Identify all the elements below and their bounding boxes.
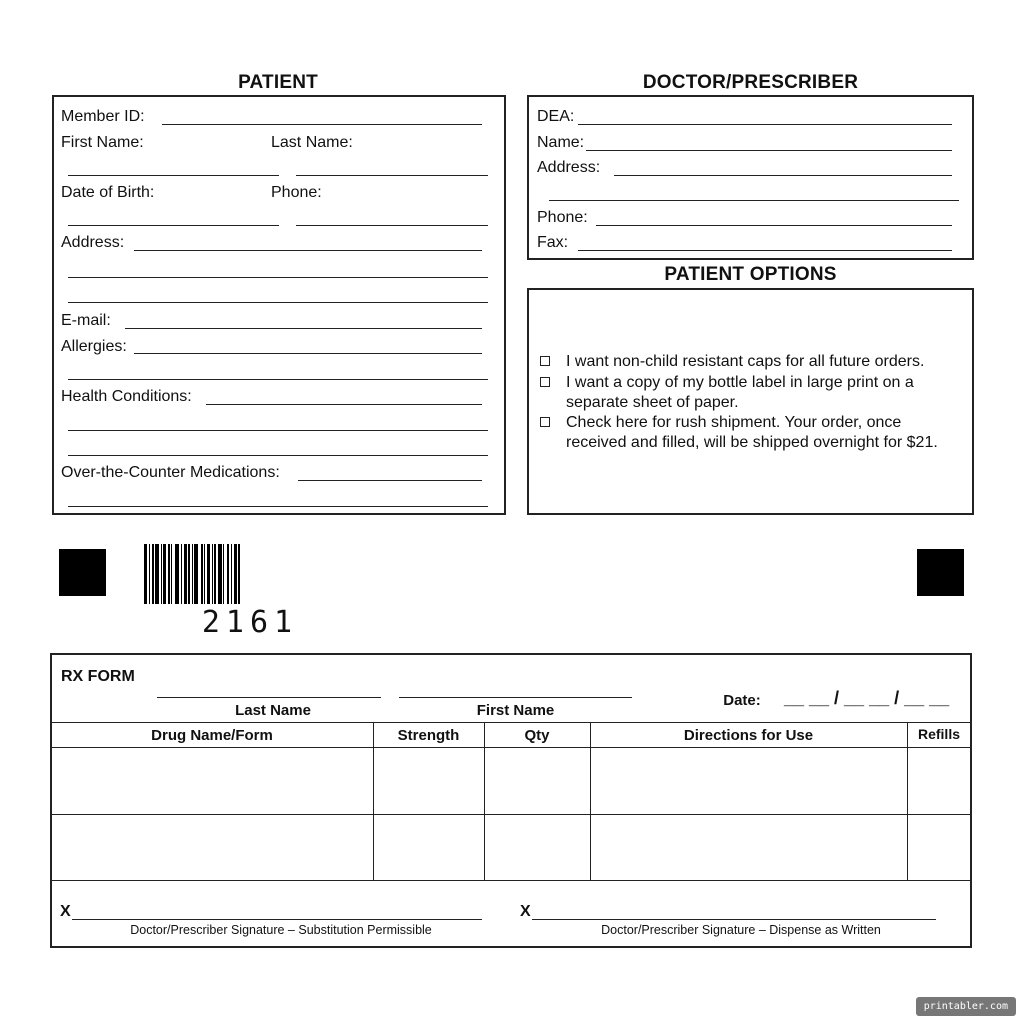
barcode-stripe	[240, 544, 241, 604]
doctor-box	[527, 95, 974, 260]
first-name-label: First Name:	[61, 134, 144, 151]
rx-last-name-field[interactable]	[157, 697, 381, 698]
non-child-caps-checkbox[interactable]	[540, 356, 550, 366]
health-conditions-label: Health Conditions:	[61, 388, 192, 405]
health-conditions-line-3[interactable]	[68, 455, 488, 456]
health-conditions-field[interactable]	[206, 404, 482, 405]
rx-first-name-label: First Name	[476, 702, 555, 719]
dea-field[interactable]	[578, 124, 952, 125]
last-name-label: Last Name:	[271, 134, 353, 151]
rx-col-divider-4	[907, 722, 908, 880]
option-rush-shipment: Check here for rush shipment. Your order, once received and filled, will be shipped overnight for $21.	[566, 414, 938, 451]
dob-label: Date of Birth:	[61, 184, 155, 201]
doctor-address-label: Address:	[537, 159, 601, 176]
member-id-field[interactable]	[162, 124, 482, 125]
otc-line-2[interactable]	[68, 506, 488, 507]
patient-heading: PATIENT	[238, 72, 318, 93]
patient-address-line-3[interactable]	[68, 302, 488, 303]
col-refills: Refills	[917, 726, 960, 742]
rx-col-divider-1	[373, 722, 374, 880]
otc-label: Over-the-Counter Medications:	[61, 464, 280, 481]
rx-col-divider-2	[484, 722, 485, 880]
registration-mark-right	[917, 549, 964, 596]
patient-box	[52, 95, 506, 515]
doctor-phone-field[interactable]	[596, 225, 952, 226]
first-name-field[interactable]	[68, 175, 279, 176]
rx-table-bottom-rule	[51, 880, 971, 881]
sig-substitution-line[interactable]	[72, 919, 482, 920]
patient-address-label: Address:	[61, 234, 125, 251]
rx-last-name-label: Last Name	[235, 702, 311, 719]
doctor-heading: DOCTOR/PRESCRIBER	[642, 72, 859, 93]
health-conditions-line-2[interactable]	[68, 430, 488, 431]
sig-sub-x: X	[60, 903, 71, 920]
registration-mark-left	[59, 549, 106, 596]
email-field[interactable]	[125, 328, 482, 329]
doctor-address-line-2[interactable]	[549, 200, 959, 201]
patient-phone-label: Phone:	[271, 184, 322, 201]
option-large-print: I want a copy of my bottle label in large print on a separate sheet of paper.	[566, 374, 914, 411]
allergies-label: Allergies:	[61, 338, 127, 355]
rush-shipment-checkbox[interactable]	[540, 417, 550, 427]
rx-header-top-rule	[51, 722, 971, 723]
doctor-phone-label: Phone:	[537, 209, 588, 226]
dob-field[interactable]	[68, 225, 279, 226]
allergies-field[interactable]	[134, 353, 482, 354]
rx-form-title: RX FORM	[61, 668, 135, 685]
member-id-label: Member ID:	[61, 108, 145, 125]
rx-first-name-field[interactable]	[399, 697, 632, 698]
patient-options-heading: PATIENT OPTIONS	[664, 264, 837, 285]
col-directions: Directions for Use	[683, 727, 814, 744]
doctor-name-field[interactable]	[586, 150, 952, 151]
last-name-field[interactable]	[296, 175, 488, 176]
fax-field[interactable]	[578, 250, 952, 251]
sig-substitution-caption: Doctor/Prescriber Signature – Substitution Permissible	[130, 923, 432, 937]
rx-date-field[interactable]: __ __ / __ __ / __ __	[784, 688, 950, 708]
doctor-address-field[interactable]	[614, 175, 952, 176]
col-drug-name: Drug Name/Form	[151, 727, 273, 744]
sig-daw-line[interactable]	[532, 919, 936, 920]
allergies-line-2[interactable]	[68, 379, 488, 380]
barcode	[144, 544, 362, 604]
rx-col-divider-3	[590, 722, 591, 880]
barcode-number: 2161	[201, 605, 299, 640]
fax-label: Fax:	[537, 234, 569, 251]
dea-label: DEA:	[537, 108, 575, 125]
watermark: printabler.com	[916, 997, 1016, 1016]
patient-phone-field[interactable]	[296, 225, 488, 226]
patient-address-field[interactable]	[134, 250, 482, 251]
rx-row-rule	[51, 814, 971, 815]
otc-field[interactable]	[298, 480, 482, 481]
rx-date-label: Date:	[723, 692, 761, 709]
large-print-checkbox[interactable]	[540, 377, 550, 387]
rx-header-bottom-rule	[51, 747, 971, 748]
col-qty: Qty	[524, 727, 550, 744]
sig-daw-x: X	[520, 903, 531, 920]
col-strength: Strength	[397, 727, 460, 744]
patient-address-line-2[interactable]	[68, 277, 488, 278]
email-label: E-mail:	[61, 312, 111, 329]
sig-daw-caption: Doctor/Prescriber Signature – Dispense as Written	[601, 923, 881, 937]
option-non-child-caps: I want non-child resistant caps for all future orders.	[566, 353, 925, 370]
doctor-name-label: Name:	[537, 134, 585, 151]
